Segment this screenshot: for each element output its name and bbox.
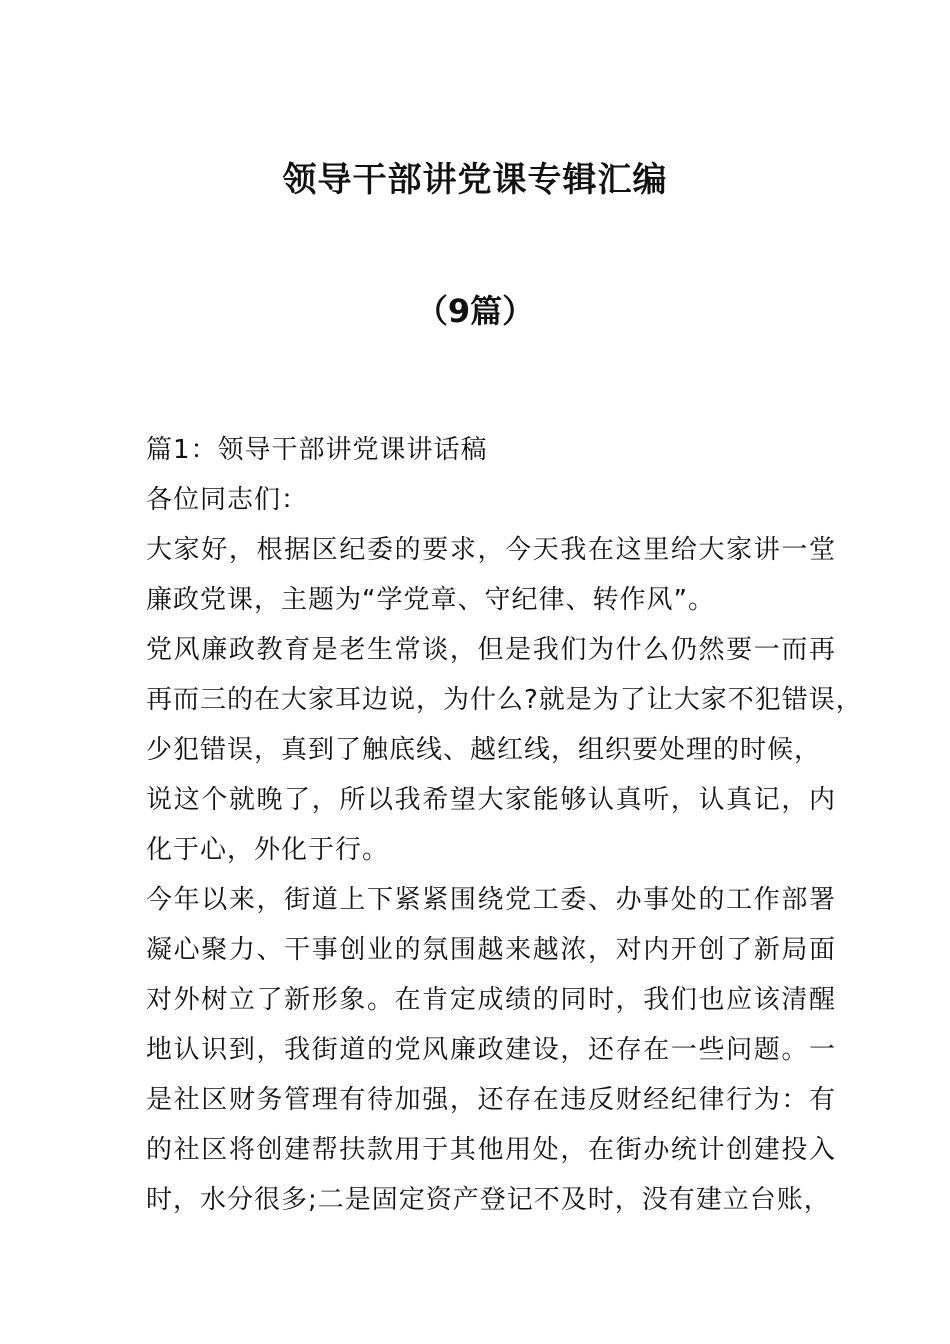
- paragraph-line: 是社区财务管理有待加强，还存在违反财经纪律行为：有: [146, 1085, 836, 1115]
- paragraph-line: 少犯错误，真到了触底线、越红线，组织要处理的时候，: [146, 735, 822, 765]
- paragraph-line: 化于心，外化于行。: [146, 835, 390, 865]
- paragraph-line: 的社区将创建帮扶款用于其他用处，在街办统计创建投入: [146, 1135, 836, 1165]
- paragraph-line: 大家好，根据区纪委的要求，今天我在这里给大家讲一堂: [146, 535, 836, 565]
- paragraph-line: 说这个就晚了，所以我希望大家能够认真听，认真记，内: [146, 785, 836, 815]
- section-heading: 篇1：领导干部讲党课讲话稿: [146, 435, 488, 465]
- document-body: [146, 425, 863, 1225]
- paragraph-line: 党风廉政教育是老生常谈，但是我们为什么仍然要一而再: [146, 635, 836, 665]
- paragraph-line: 廉政党课，主题为“学党章、守纪律、转作风”。: [146, 585, 715, 615]
- salutation: 各位同志们：: [146, 485, 309, 515]
- paragraph-line: 地认识到，我街道的党风廉政建设，还存在一些问题。一: [146, 1035, 836, 1065]
- paragraph-line: 对外树立了新形象。在肯定成绩的同时，我们也应该清醒: [146, 985, 836, 1015]
- paragraph-line: 凝心聚力、干事创业的氛围越来越浓，对内开创了新局面: [146, 935, 836, 965]
- document-subtitle: （9篇）: [415, 292, 535, 330]
- paragraph-line: 再而三的在大家耳边说，为什么?就是为了让大家不犯错误，: [146, 685, 863, 715]
- document-title: 领导干部讲党课专辑汇编: [282, 160, 668, 200]
- paragraph-line: 今年以来，街道上下紧紧围绕党工委、办事处的工作部署: [146, 885, 836, 915]
- paragraph-line: 时，水分很多;二是固定资产登记不及时，没有建立台账，: [146, 1185, 831, 1215]
